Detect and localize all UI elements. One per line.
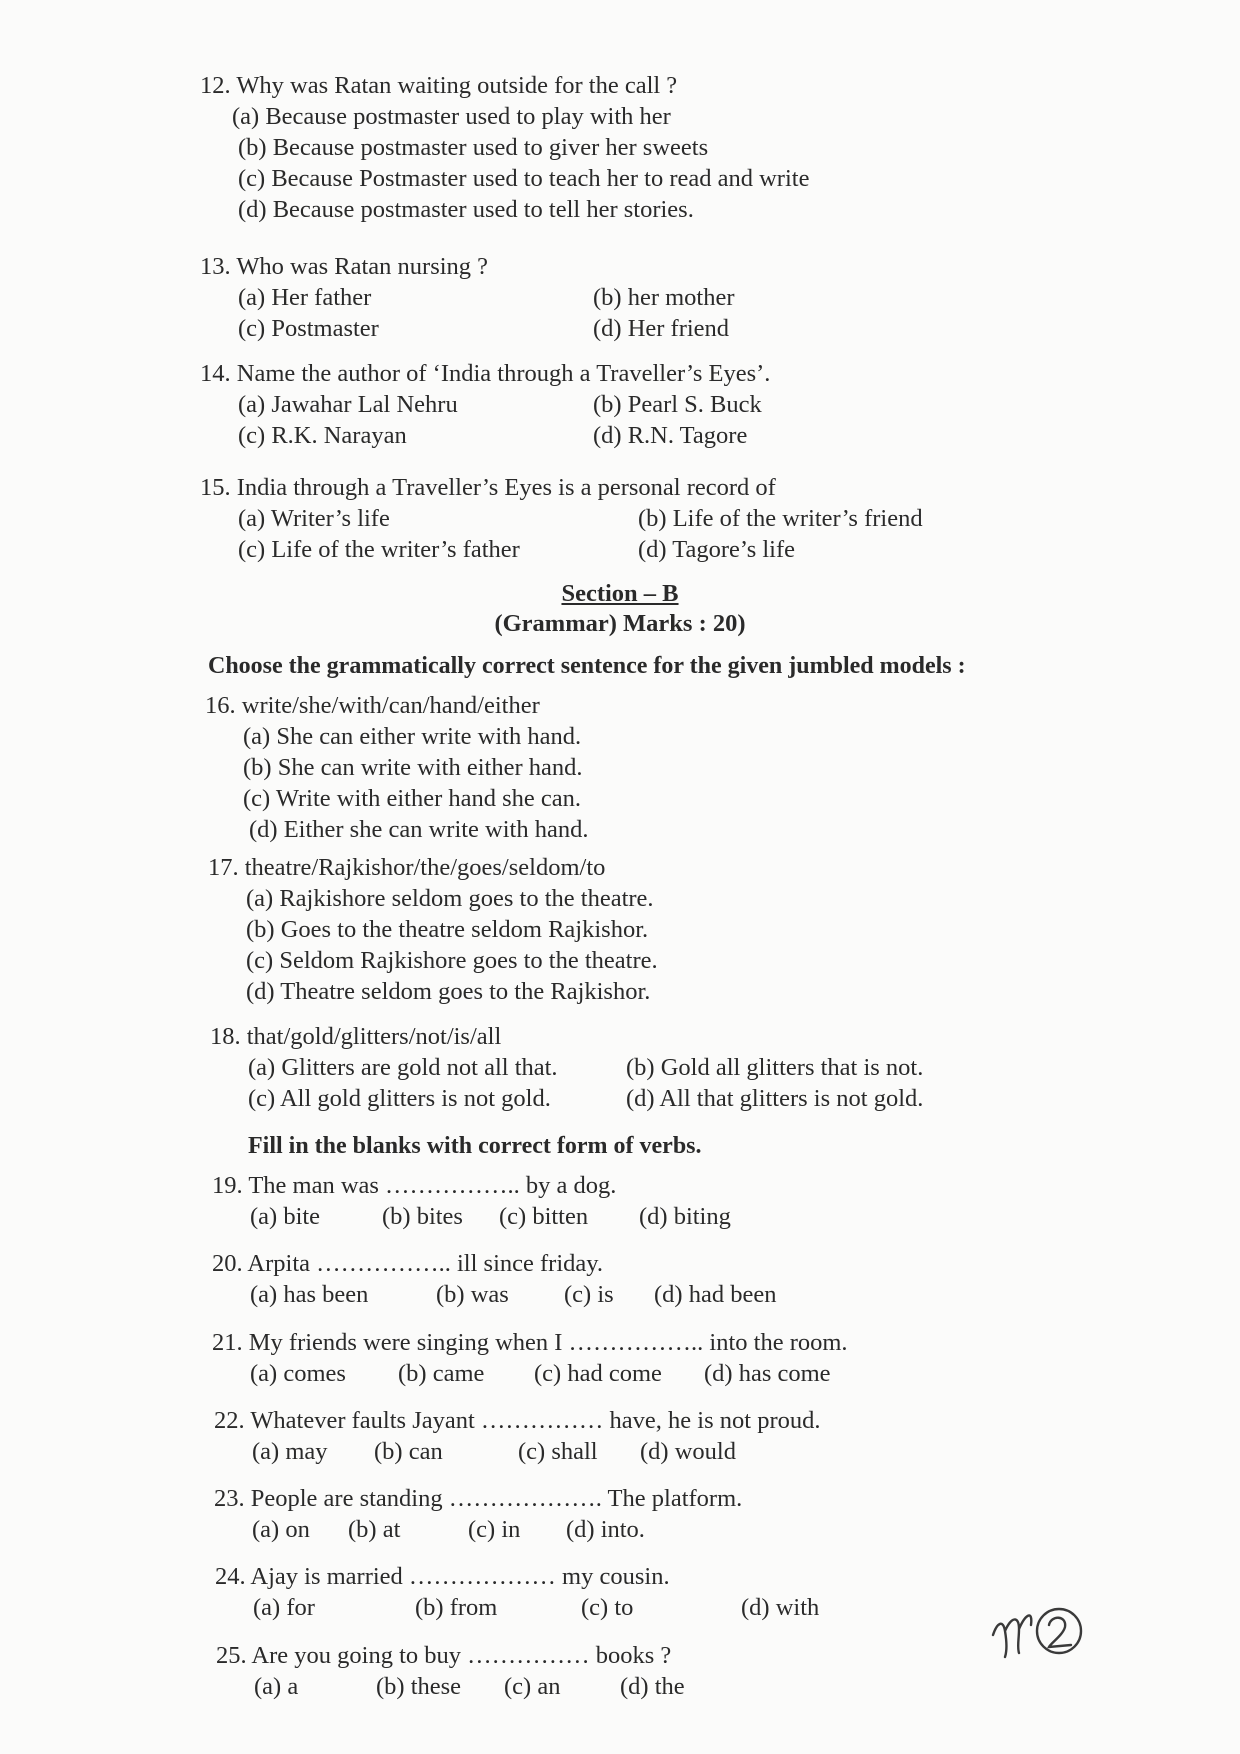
option-d: (d) Because postmaster used to tell her stories. (238, 196, 694, 223)
option-b: (b) Goes to the theatre seldom Rajkishor. (246, 916, 649, 943)
option-c: (c) in (468, 1516, 521, 1543)
option-b: (b) can (374, 1438, 443, 1465)
option-a: (a) Her father (238, 284, 372, 311)
section-subtitle: (Grammar) Marks : 20) (494, 610, 746, 637)
option-b: (b) was (436, 1281, 509, 1308)
option-c: (c) is (564, 1281, 614, 1308)
question-23 (214, 1483, 742, 1545)
option-d: (d) Either she can write with hand. (249, 816, 589, 843)
instruction-jumbled: Choose the grammatically correct sentence for the given jumbled models : (208, 653, 966, 679)
option-d: (d) had been (654, 1281, 777, 1308)
question-text: Name the author of ‘India through a Traveller’s Eyes’. (236, 360, 771, 387)
question-text: Who was Ratan nursing ? (236, 253, 489, 280)
option-d: (d) biting (639, 1203, 731, 1230)
question-number: 16. (205, 692, 236, 719)
question-text: Ajay is married ……………… my cousin. (250, 1563, 670, 1590)
option-d: (d) Theatre seldom goes to the Rajkishor. (246, 978, 651, 1005)
option-c: (c) Because Postmaster used to teach her to read and write (238, 165, 810, 192)
question-text: Are you going to buy …………… books ? (251, 1642, 672, 1669)
option-c: (c) Seldom Rajkishore goes to the theatre. (246, 947, 658, 974)
option-d: (d) into. (566, 1516, 645, 1543)
option-c: (c) All gold glitters is not gold. (248, 1085, 551, 1112)
option-d: (d) All that glitters is not gold. (626, 1085, 924, 1112)
section-title: Section – B (561, 580, 679, 607)
option-c: (c) R.K. Narayan (238, 422, 407, 449)
option-c: (c) had come (534, 1360, 662, 1387)
option-c: (c) shall (518, 1438, 598, 1465)
question-number: 19. (212, 1172, 243, 1199)
option-b: (b) her mother (593, 284, 735, 311)
question-13 (200, 251, 973, 344)
question-text: theatre/Rajkishor/the/goes/seldom/to (244, 854, 606, 881)
question-text: India through a Traveller’s Eyes is a personal record of (236, 474, 776, 501)
option-c: (c) Life of the writer’s father (238, 536, 520, 563)
option-b: (b) Because postmaster used to giver her sweets (238, 134, 709, 161)
question-number: 18. (210, 1023, 241, 1050)
option-a: (a) on (252, 1516, 310, 1543)
question-number: 24. (215, 1563, 246, 1590)
question-number: 22. (214, 1407, 245, 1434)
question-text: The man was …………….. by a dog. (248, 1172, 617, 1199)
option-b: (b) bites (382, 1203, 463, 1230)
question-number: 15. (200, 474, 231, 501)
question-20 (212, 1248, 776, 1310)
option-a: (a) bite (250, 1203, 321, 1230)
question-24 (215, 1561, 819, 1623)
question-22 (214, 1405, 820, 1467)
question-number: 20. (212, 1250, 243, 1277)
option-c: (c) Write with either hand she can. (243, 785, 582, 812)
question-18 (210, 1021, 986, 1114)
question-text: write/she/with/can/hand/either (241, 692, 540, 719)
option-b: (b) from (415, 1594, 498, 1621)
option-b: (b) at (348, 1516, 401, 1543)
question-number: 25. (216, 1642, 247, 1669)
option-d: (d) with (741, 1594, 820, 1621)
question-text: My friends were singing when I …………….. into the room. (248, 1329, 848, 1356)
option-a: (a) has been (250, 1281, 369, 1308)
option-d: (d) would (640, 1438, 736, 1465)
question-16 (205, 690, 588, 845)
question-21 (212, 1327, 848, 1389)
option-d: (d) Tagore’s life (638, 536, 796, 563)
option-a: (a) Jawahar Lal Nehru (238, 391, 458, 418)
question-text: Why was Ratan waiting outside for the call ? (236, 72, 678, 99)
option-c: (c) to (581, 1594, 634, 1621)
option-d: (d) R.N. Tagore (593, 422, 748, 449)
option-c: (c) bitten (499, 1203, 589, 1230)
handwritten-mark-icon (985, 1595, 1095, 1665)
option-b: (b) Pearl S. Buck (593, 391, 762, 418)
option-b: (b) these (376, 1673, 462, 1700)
question-text: Arpita …………….. ill since friday. (247, 1250, 604, 1277)
option-a: (a) comes (250, 1360, 346, 1387)
option-c: (c) an (504, 1673, 561, 1700)
option-a: (a) She can either write with hand. (243, 723, 582, 750)
question-number: 17. (208, 854, 239, 881)
question-number: 23. (214, 1485, 245, 1512)
option-a: (a) a (254, 1673, 299, 1700)
option-a: (a) Because postmaster used to play with her (232, 103, 671, 130)
option-d: (d) the (620, 1673, 685, 1700)
option-b: (b) Life of the writer’s friend (638, 505, 923, 532)
question-number: 13. (200, 253, 231, 280)
question-19 (212, 1170, 731, 1232)
question-text: that/gold/glitters/not/is/all (246, 1023, 502, 1050)
question-text: Whatever faults Jayant …………… have, he is not proud. (250, 1407, 821, 1434)
option-b: (b) She can write with either hand. (243, 754, 583, 781)
question-14 (200, 358, 973, 451)
option-c: (c) Postmaster (238, 315, 379, 342)
question-number: 14. (200, 360, 231, 387)
question-25 (216, 1640, 685, 1702)
instruction-verbs: Fill in the blanks with correct form of verbs. (248, 1133, 702, 1159)
option-d: (d) has come (704, 1360, 831, 1387)
option-d: (d) Her friend (593, 315, 730, 342)
question-15 (200, 472, 978, 565)
option-a: (a) may (252, 1438, 328, 1465)
option-a: (a) for (253, 1594, 315, 1621)
option-a: (a) Rajkishore seldom goes to the theatre. (246, 885, 654, 912)
question-17 (208, 852, 658, 1007)
question-text: People are standing ………………. The platform. (250, 1485, 743, 1512)
option-b: (b) Gold all glitters that is not. (626, 1054, 924, 1081)
question-number: 12. (200, 72, 231, 99)
option-a: (a) Glitters are gold not all that. (248, 1054, 558, 1081)
option-b: (b) came (398, 1360, 485, 1387)
question-number: 21. (212, 1329, 243, 1356)
option-a: (a) Writer’s life (238, 505, 390, 532)
question-12 (200, 70, 809, 225)
